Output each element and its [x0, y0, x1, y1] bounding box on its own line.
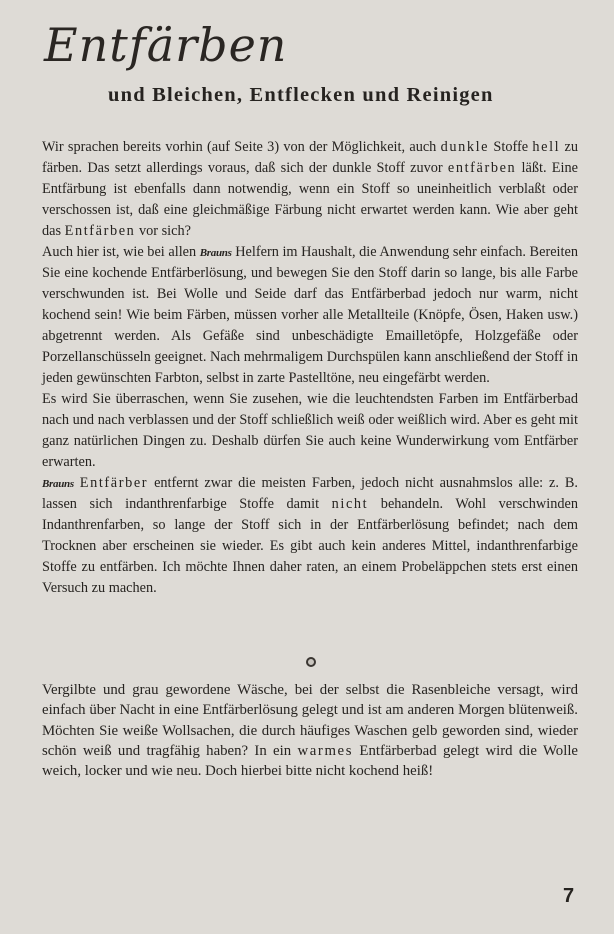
paragraph-4: Brauns Entfärber entfernt zwar die meisten Farben, jedoch nicht ausnahmslos alle: z. B. lassen sich indanthrenfarbige Stoffe damit nicht behandeln. Wohl verschwinden Indanthrenfarben, so lange der Stoff sich in der Entfärberlösung befindet; nach dem Trocknen aber erscheinen sie wieder. Es gibt auch kein anderes Mittel, indanthrenfarbige Stoffe zu entfärben. Ich möchte Ihnen daher raten, an einem Probeläppchen stets erst einen Versuch zu machen. [42, 474, 579, 597]
section-divider-ornament [306, 657, 316, 667]
paragraph-1: Wir sprachen bereits vorhin (auf Seite 3) von der Möglichkeit, auch dunkle Stoffe hell zu färben. Das setzt allerdings voraus, daß sich der dunkle Stoff zuvor entfärben läßt. Eine Entfärbung ist ebenfalls dann notwendig, wenn ein Stoff so uneinheitlich verblaßt oder verschossen ist, daß eine gleichmäßige Färbung nicht erwartet werden kann. Wie aber geht das Entfärben vor sich? [42, 139, 578, 239]
paragraph-2: Auch hier ist, wie bei allen Brauns Helfern im Haushalt, die Anwendung sehr einfach. Bereiten Sie eine kochende Entfärberlösung, und bewegen Sie den Stoff darin so lange, bis alle Farbe verschwunden ist. Bei Wolle und Seide darf das Entfärberbad jedoch nur warm, nicht kochend sein! Wie beim Färben, müssen vorher alle Metallteile (Knöpfe, Ösen, Haken usw.) abgetrennt werden. Als Gefäße sind unbeschädigte Emailletöpfe, Holzgefäße oder Porzellanschüsseln geeignet. Nach mehrmaligem Durchspülen kann anschließend der Stoff in jeden gewünschten Farbton, selbst in zarte Pastelltöne, neu eingefärbt werden. [42, 243, 578, 386]
brand-logo: Brauns [42, 477, 74, 490]
paragraph-5: Vergilbte und grau gewordene Wäsche, bei der selbst die Rasenbleiche versagt, wird einfach über Nacht in eine Entfärberlösung gelegt und ist am anderen Morgen blütenweiß. Möchten Sie weiße Wollsachen, die durch häufiges Waschen gelb geworden sind, wieder schön weiß und tragfähig haben? In ein warmes Entfärberbad gelegt wird die Wolle weich, locker und wie neu. Doch hierbei bitte nicht kochend heiß! [42, 682, 578, 780]
page-number: 7 [563, 885, 575, 907]
script-title: Entfärben [44, 18, 288, 72]
text-block-upper [42, 137, 578, 599]
text-block-lower [42, 680, 578, 781]
section-subtitle: und Bleichen, Entflecken und Reinigen [108, 84, 494, 106]
paragraph-3: Es wird Sie überraschen, wenn Sie zusehen, wie die leuchtendsten Farben im Entfärberbad nach und nach verblassen und der Stoff schließlich weiß oder weißlich wird. Aber es geht mit ganz natürlichen Dingen zu. Deshalb dürfen Sie auch keine Wunderwirkung vom Entfärber erwarten. [42, 390, 578, 470]
brand-logo: Brauns [199, 246, 232, 259]
